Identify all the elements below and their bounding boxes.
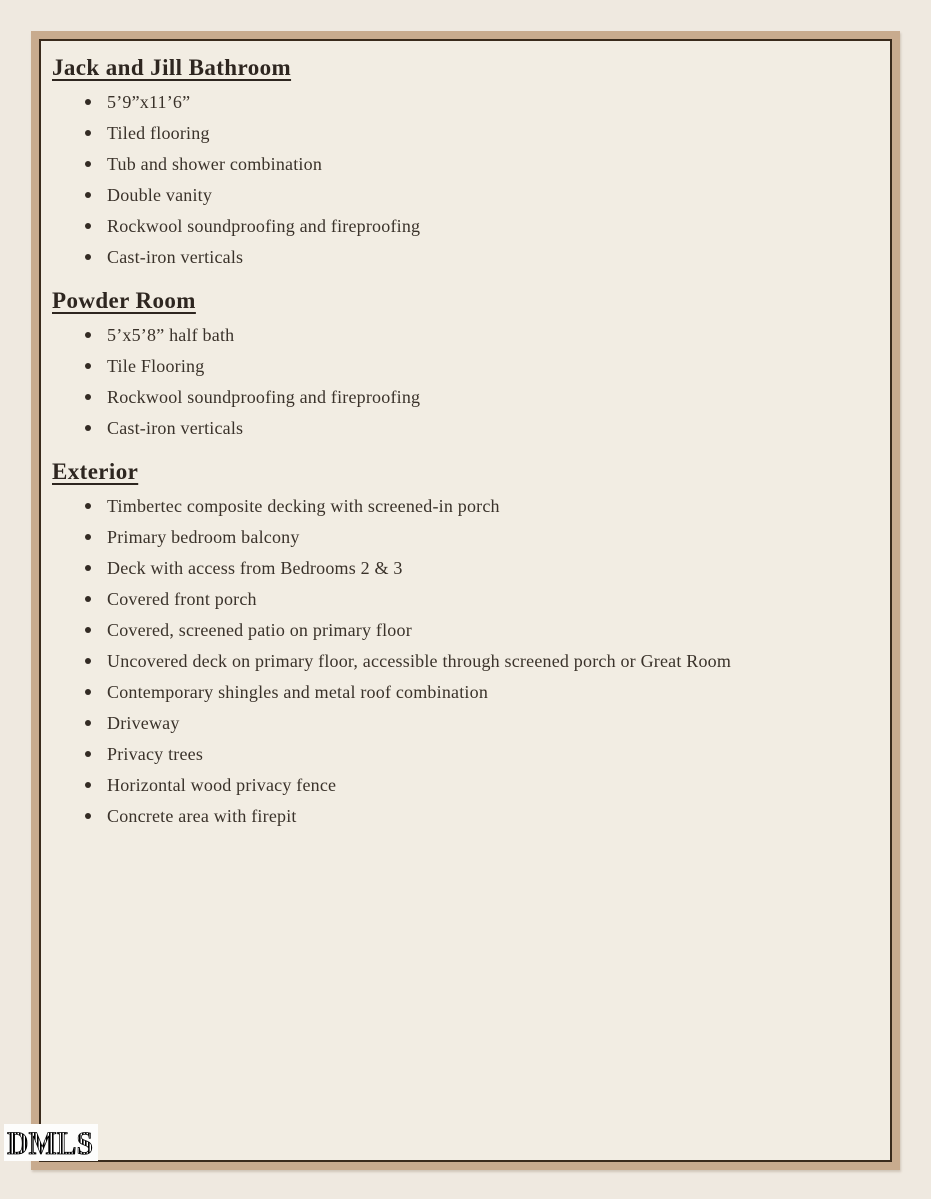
bullet-icon bbox=[85, 363, 91, 369]
bullet-icon bbox=[85, 332, 91, 338]
bullet-item-text: Covered front porch bbox=[107, 589, 257, 609]
bullet-item bbox=[52, 620, 870, 640]
bullet-icon bbox=[85, 720, 91, 726]
bullet-item-text: 5’9”x11’6” bbox=[107, 92, 191, 112]
bullet-item bbox=[52, 154, 870, 174]
bullet-item bbox=[52, 713, 870, 733]
bullet-icon bbox=[85, 596, 91, 602]
bullet-icon bbox=[85, 813, 91, 819]
bullet-item bbox=[52, 806, 870, 826]
bullet-item bbox=[52, 682, 870, 702]
section-title: Powder Room bbox=[52, 288, 196, 313]
bullet-item-text: Uncovered deck on primary floor, accessible through screened porch or Great Room bbox=[107, 651, 732, 671]
bullet-item bbox=[52, 123, 870, 143]
mls-logo bbox=[4, 1124, 98, 1161]
bullet-item bbox=[52, 216, 870, 236]
bullet-list bbox=[52, 496, 870, 826]
bullet-list bbox=[52, 325, 870, 438]
section-title: Exterior bbox=[52, 459, 139, 484]
sections-container bbox=[39, 39, 892, 1162]
bullet-icon bbox=[85, 503, 91, 509]
bullet-icon bbox=[85, 627, 91, 633]
bullet-item bbox=[52, 651, 870, 671]
bullet-item bbox=[52, 527, 870, 547]
bullet-item bbox=[52, 589, 870, 609]
bullet-item-text: Deck with access from Bedrooms 2 & 3 bbox=[107, 558, 403, 578]
bullet-item bbox=[52, 356, 870, 376]
bullet-item-text: Concrete area with firepit bbox=[107, 806, 297, 826]
bullet-item bbox=[52, 387, 870, 407]
bullet-item bbox=[52, 496, 870, 516]
bullet-icon bbox=[85, 99, 91, 105]
bullet-item-text: Tiled flooring bbox=[107, 123, 210, 143]
bullet-item-text: Rockwool soundproofing and fireproofing bbox=[107, 387, 421, 407]
bullet-icon bbox=[85, 689, 91, 695]
bullet-item-text: Privacy trees bbox=[107, 744, 204, 764]
bullet-item bbox=[52, 92, 870, 112]
bullet-icon bbox=[85, 751, 91, 757]
bullet-icon bbox=[85, 425, 91, 431]
bullet-icon bbox=[85, 565, 91, 571]
bullet-item bbox=[52, 247, 870, 267]
page-border-frame bbox=[31, 31, 900, 1170]
mls-logo-text: DMLS bbox=[7, 1126, 93, 1160]
bullet-item-text: Tub and shower combination bbox=[107, 154, 323, 174]
bullet-item bbox=[52, 744, 870, 764]
bullet-item-text: Driveway bbox=[107, 713, 180, 733]
bullet-item-text: Contemporary shingles and metal roof combination bbox=[107, 682, 489, 702]
bullet-icon bbox=[85, 161, 91, 167]
bullet-item bbox=[52, 325, 870, 345]
bullet-item-text: Tile Flooring bbox=[107, 356, 205, 376]
bullet-icon bbox=[85, 782, 91, 788]
bullet-item-text: Primary bedroom balcony bbox=[107, 527, 300, 547]
bullet-item-text: Rockwool soundproofing and fireproofing bbox=[107, 216, 421, 236]
bullet-list bbox=[52, 92, 870, 267]
mls-logo-icon bbox=[7, 1126, 95, 1160]
bullet-item-text: Cast-iron verticals bbox=[107, 247, 244, 267]
bullet-icon bbox=[85, 130, 91, 136]
bullet-item-text: Cast-iron verticals bbox=[107, 418, 244, 438]
feature-section bbox=[52, 287, 870, 438]
bullet-item bbox=[52, 185, 870, 205]
bullet-icon bbox=[85, 658, 91, 664]
bullet-icon bbox=[85, 192, 91, 198]
bullet-item-text: Double vanity bbox=[107, 185, 213, 205]
bullet-item bbox=[52, 418, 870, 438]
bullet-item-text: 5’x5’8” half bath bbox=[107, 325, 235, 345]
feature-section bbox=[52, 54, 870, 267]
feature-section bbox=[52, 458, 870, 826]
bullet-item-text: Horizontal wood privacy fence bbox=[107, 775, 337, 795]
bullet-item bbox=[52, 775, 870, 795]
bullet-icon bbox=[85, 534, 91, 540]
bullet-icon bbox=[85, 394, 91, 400]
section-title: Jack and Jill Bathroom bbox=[52, 55, 292, 80]
bullet-item bbox=[52, 558, 870, 578]
bullet-item-text: Timbertec composite decking with screened-in porch bbox=[107, 496, 500, 516]
bullet-icon bbox=[85, 254, 91, 260]
bullet-icon bbox=[85, 223, 91, 229]
bullet-item-text: Covered, screened patio on primary floor bbox=[107, 620, 412, 640]
